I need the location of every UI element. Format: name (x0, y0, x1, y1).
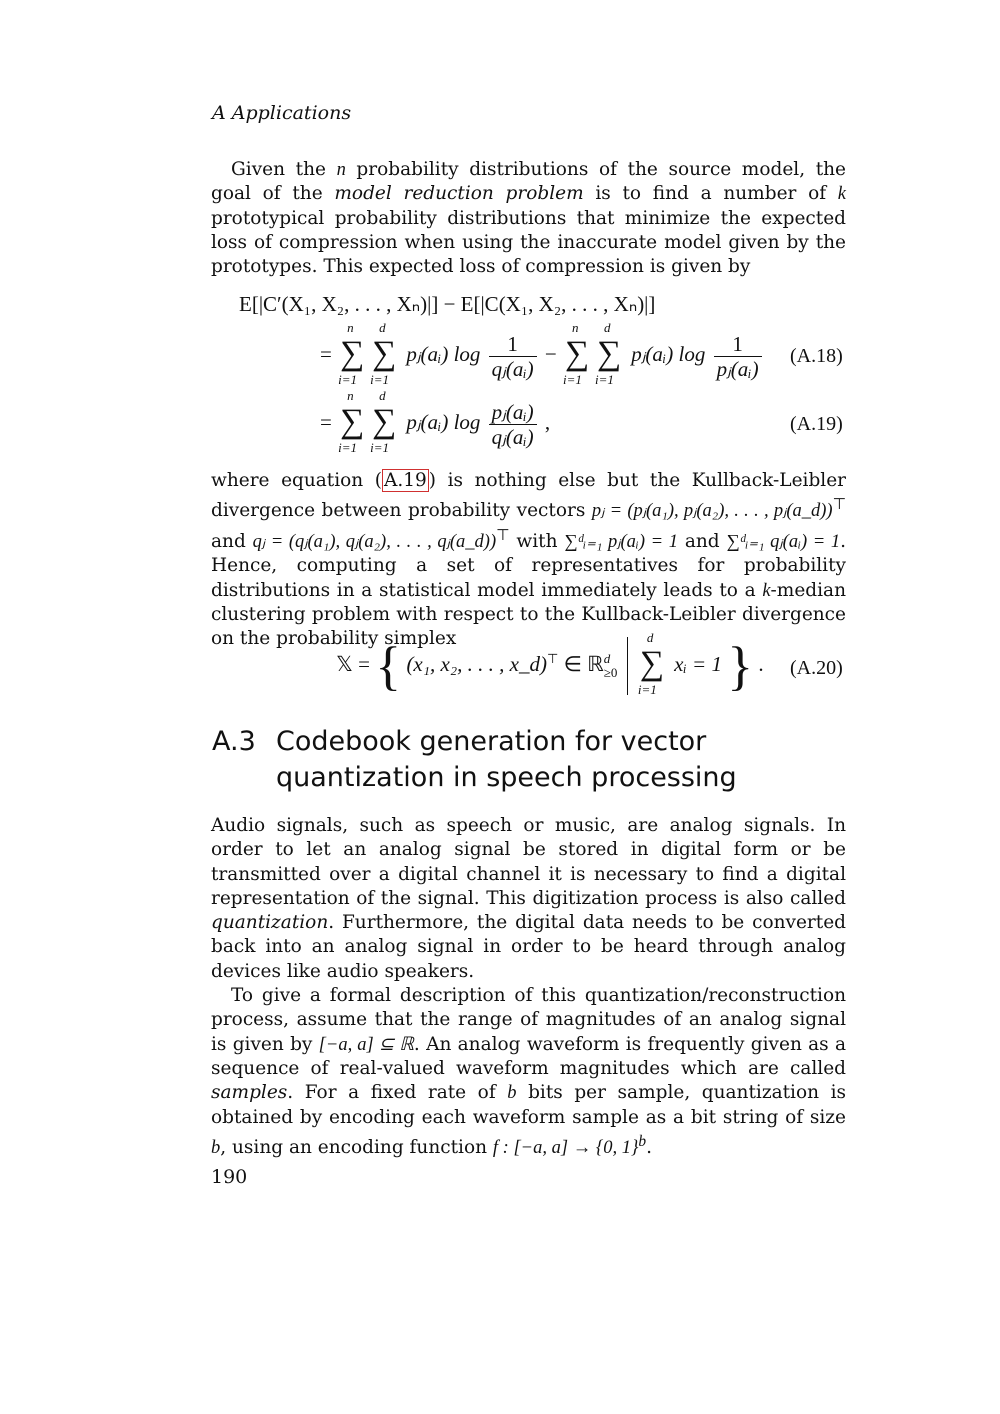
equation-reference-link[interactable]: A.19 (384, 470, 427, 491)
paragraph-text: Given the n probability distributions of the source model, the goal of the model reduction problem is to find a number of k prototypical probability distributions that minimize the expected loss of compression when using the inaccurate model given by the prototypes. This expected loss of compression is given by (211, 159, 847, 278)
sum-symbol: n ∑ i=1 (563, 320, 590, 387)
equation-lhs: E[|C′(X₁, X₂, . . . , Xₙ)|] − E[|C(X₁, X₂, . . . , Xₙ)|] (239, 292, 656, 316)
paragraph-text: Audio signals, such as speech or music, are analog signals. In order to let an analog signal be stored in digital form or be transmitted over a digital channel it is necessary to find a digital representation of the signal. This digitization process is also called quantization. Furthermore, the digital data needs to be converted back into an analog signal in order to be heard through analog devices like audio speakers. (211, 815, 846, 982)
sum-symbol: n ∑ i=1 (338, 388, 365, 455)
paragraph-text: where equation ( A.19 ) is nothing else but the Kullback-Leibler divergence between probability vectors pⱼ = (pⱼ(a₁), pⱼ(a₂), . . . , pⱼ(a_d))⊤ and qⱼ = (qⱼ(a₁), qⱼ(a₂), . . . , qⱼ(a_d))⊤ with ∑ᵈᵢ₌₁ pⱼ(aᵢ) = 1 and ∑ᵈᵢ₌₁ qⱼ(aᵢ) = 1. Hence, computing a set of representatives for probability distributions in a statistical model immediately leads to a k-median clustering problem with respect to the Kullback-Leibler divergence on the probability simplex (211, 470, 847, 650)
paragraph-text: To give a formal description of this quantization/reconstruction process, assume that the range of magnitudes of an analog signal is given by [−a, a] ⊆ ℝ. An analog waveform is frequently given as a sequence of real-valued waveform magnitudes which are called samples. For a fixed rate of b bits per sample, quantization is obtained by encoding each waveform sample as a bit string of size b, using an encoding function f : [−a, a] → {0, 1}$^b$. (211, 985, 846, 1159)
page-number: 190 (211, 1166, 248, 1188)
kl-paragraph (211, 469, 846, 651)
fraction: $\frac{1}{\text{qⱼ(aᵢ)}}$ (489, 332, 537, 381)
section-title-line2: quantization in speech processing (276, 762, 737, 793)
equation-a20: 𝕏 = { (x₁, x₂, . . . , x_d)⊤ ∈ ℝ d ≥0 d ∑ i=1 xᵢ = 1 } . (336, 630, 764, 697)
fraction: $\frac{1}{\text{pⱼ(aᵢ)}}$ (714, 332, 762, 381)
running-head: A Applications (212, 102, 352, 124)
equation-number-a19: (A.19) (790, 413, 843, 435)
fraction: $\frac{\text{pⱼ(aᵢ)}}{\text{qⱼ(aᵢ)}}$ (489, 400, 537, 449)
equation-number-a18: (A.18) (790, 345, 843, 367)
equation-a18: = n ∑ i=1 d ∑ i=1 pⱼ(aᵢ) log $\frac{1}{\text{qⱼ(aᵢ)}}$ − n ∑ i=1 d ∑ i=1 pⱼ(aᵢ) log $\frac{1}{\text{pⱼ(aᵢ)}}$ (320, 326, 765, 390)
sum-symbol: d ∑ i=1 (370, 388, 397, 455)
intro-paragraph (211, 158, 846, 279)
audio-paragraph (211, 814, 846, 1160)
section-title-line1: Codebook generation for vector (276, 726, 707, 757)
section-number: A.3 (212, 726, 256, 757)
sum-symbol: d ∑ i=1 (595, 320, 622, 387)
sum-symbol: d ∑ i=1 (370, 320, 397, 387)
equation-a19: = n ∑ i=1 d ∑ i=1 pⱼ(aᵢ) log $\frac{\text{pⱼ(aᵢ)}}{\text{qⱼ(aᵢ)}}$ , (320, 388, 551, 455)
sum-symbol: n ∑ i=1 (338, 320, 365, 387)
sum-symbol: d ∑ i=1 (637, 630, 665, 697)
equation-number-a20: (A.20) (790, 657, 843, 679)
